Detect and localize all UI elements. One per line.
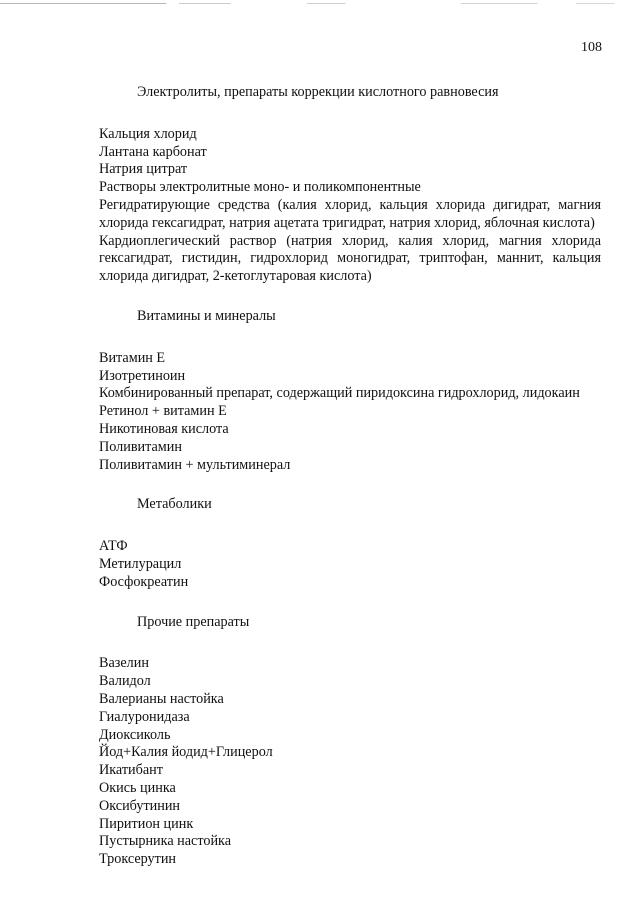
section-vitamins	[99, 308, 601, 474]
list-item: Оксибутинин	[99, 797, 181, 814]
section-electrolytes	[99, 84, 601, 286]
list-item: Регидратирующие средства (калия хлорид, кальция хлорида дигидрат, магния хлорида гексагидрат, натрия ацетата тригидрат, натрия хлорид, яблочная кислота)	[99, 196, 601, 231]
list-item: Икатибант	[99, 762, 163, 779]
list-item: Кардиоплегический раствор (натрия хлорид, калия хлорид, магния хлорида гексагидрат, гистидин, гидрохлорид моногидрат, триптофан, маннит, кальция хлорида дигидрат, 2-кетоглутаровая кислота)	[99, 232, 601, 285]
list-item: Ретинол + витамин Е	[99, 403, 227, 420]
page-number: 108	[581, 40, 602, 55]
list-item: Пустырника настойка	[99, 833, 232, 850]
list-item: Лантана карбонат	[99, 143, 207, 160]
list-item: Натрия цитрат	[99, 161, 188, 178]
document-body	[99, 76, 601, 891]
list-item: Пиритион цинк	[99, 815, 194, 832]
list-item: Диоксиколь	[99, 726, 171, 743]
section-metabolics	[99, 496, 601, 591]
list-item: Комбинированный препарат, содержащий пиридоксина гидрохлорид, лидокаин	[99, 385, 580, 402]
section-heading: Метаболики	[137, 496, 212, 513]
section-heading: Электролиты, препараты коррекции кислотного равновесия	[137, 84, 499, 100]
list-item: Валидол	[99, 673, 151, 690]
section-heading: Прочие препараты	[137, 613, 250, 630]
list-item: Поливитамин	[99, 438, 182, 455]
list-item: Гиалуронидаза	[99, 708, 190, 725]
list-item: Окись цинка	[99, 779, 176, 796]
list-item: Йод+Калия йодид+Глицерол	[99, 744, 273, 761]
list-item: Изотретиноин	[99, 367, 186, 384]
list-item: Метилурацил	[99, 555, 182, 572]
list-item: Валерианы настойка	[99, 690, 224, 707]
list-item: Вазелин	[99, 655, 149, 672]
list-item: Троксерутин	[99, 851, 177, 868]
list-item: Никотиновая кислота	[99, 420, 229, 437]
list-item: АТФ	[99, 538, 128, 555]
section-heading: Витамины и минералы	[137, 307, 276, 324]
list-item: Поливитамин + мультиминерал	[99, 456, 291, 473]
list-item: Растворы электролитные моно- и поликомпонентные	[99, 179, 421, 196]
list-item: Фосфокреатин	[99, 573, 189, 590]
list-item: Кальция хлорид	[99, 125, 197, 142]
scan-artifact-line	[0, 3, 640, 4]
list-item: Витамин Е	[99, 349, 166, 366]
section-other	[99, 614, 601, 869]
